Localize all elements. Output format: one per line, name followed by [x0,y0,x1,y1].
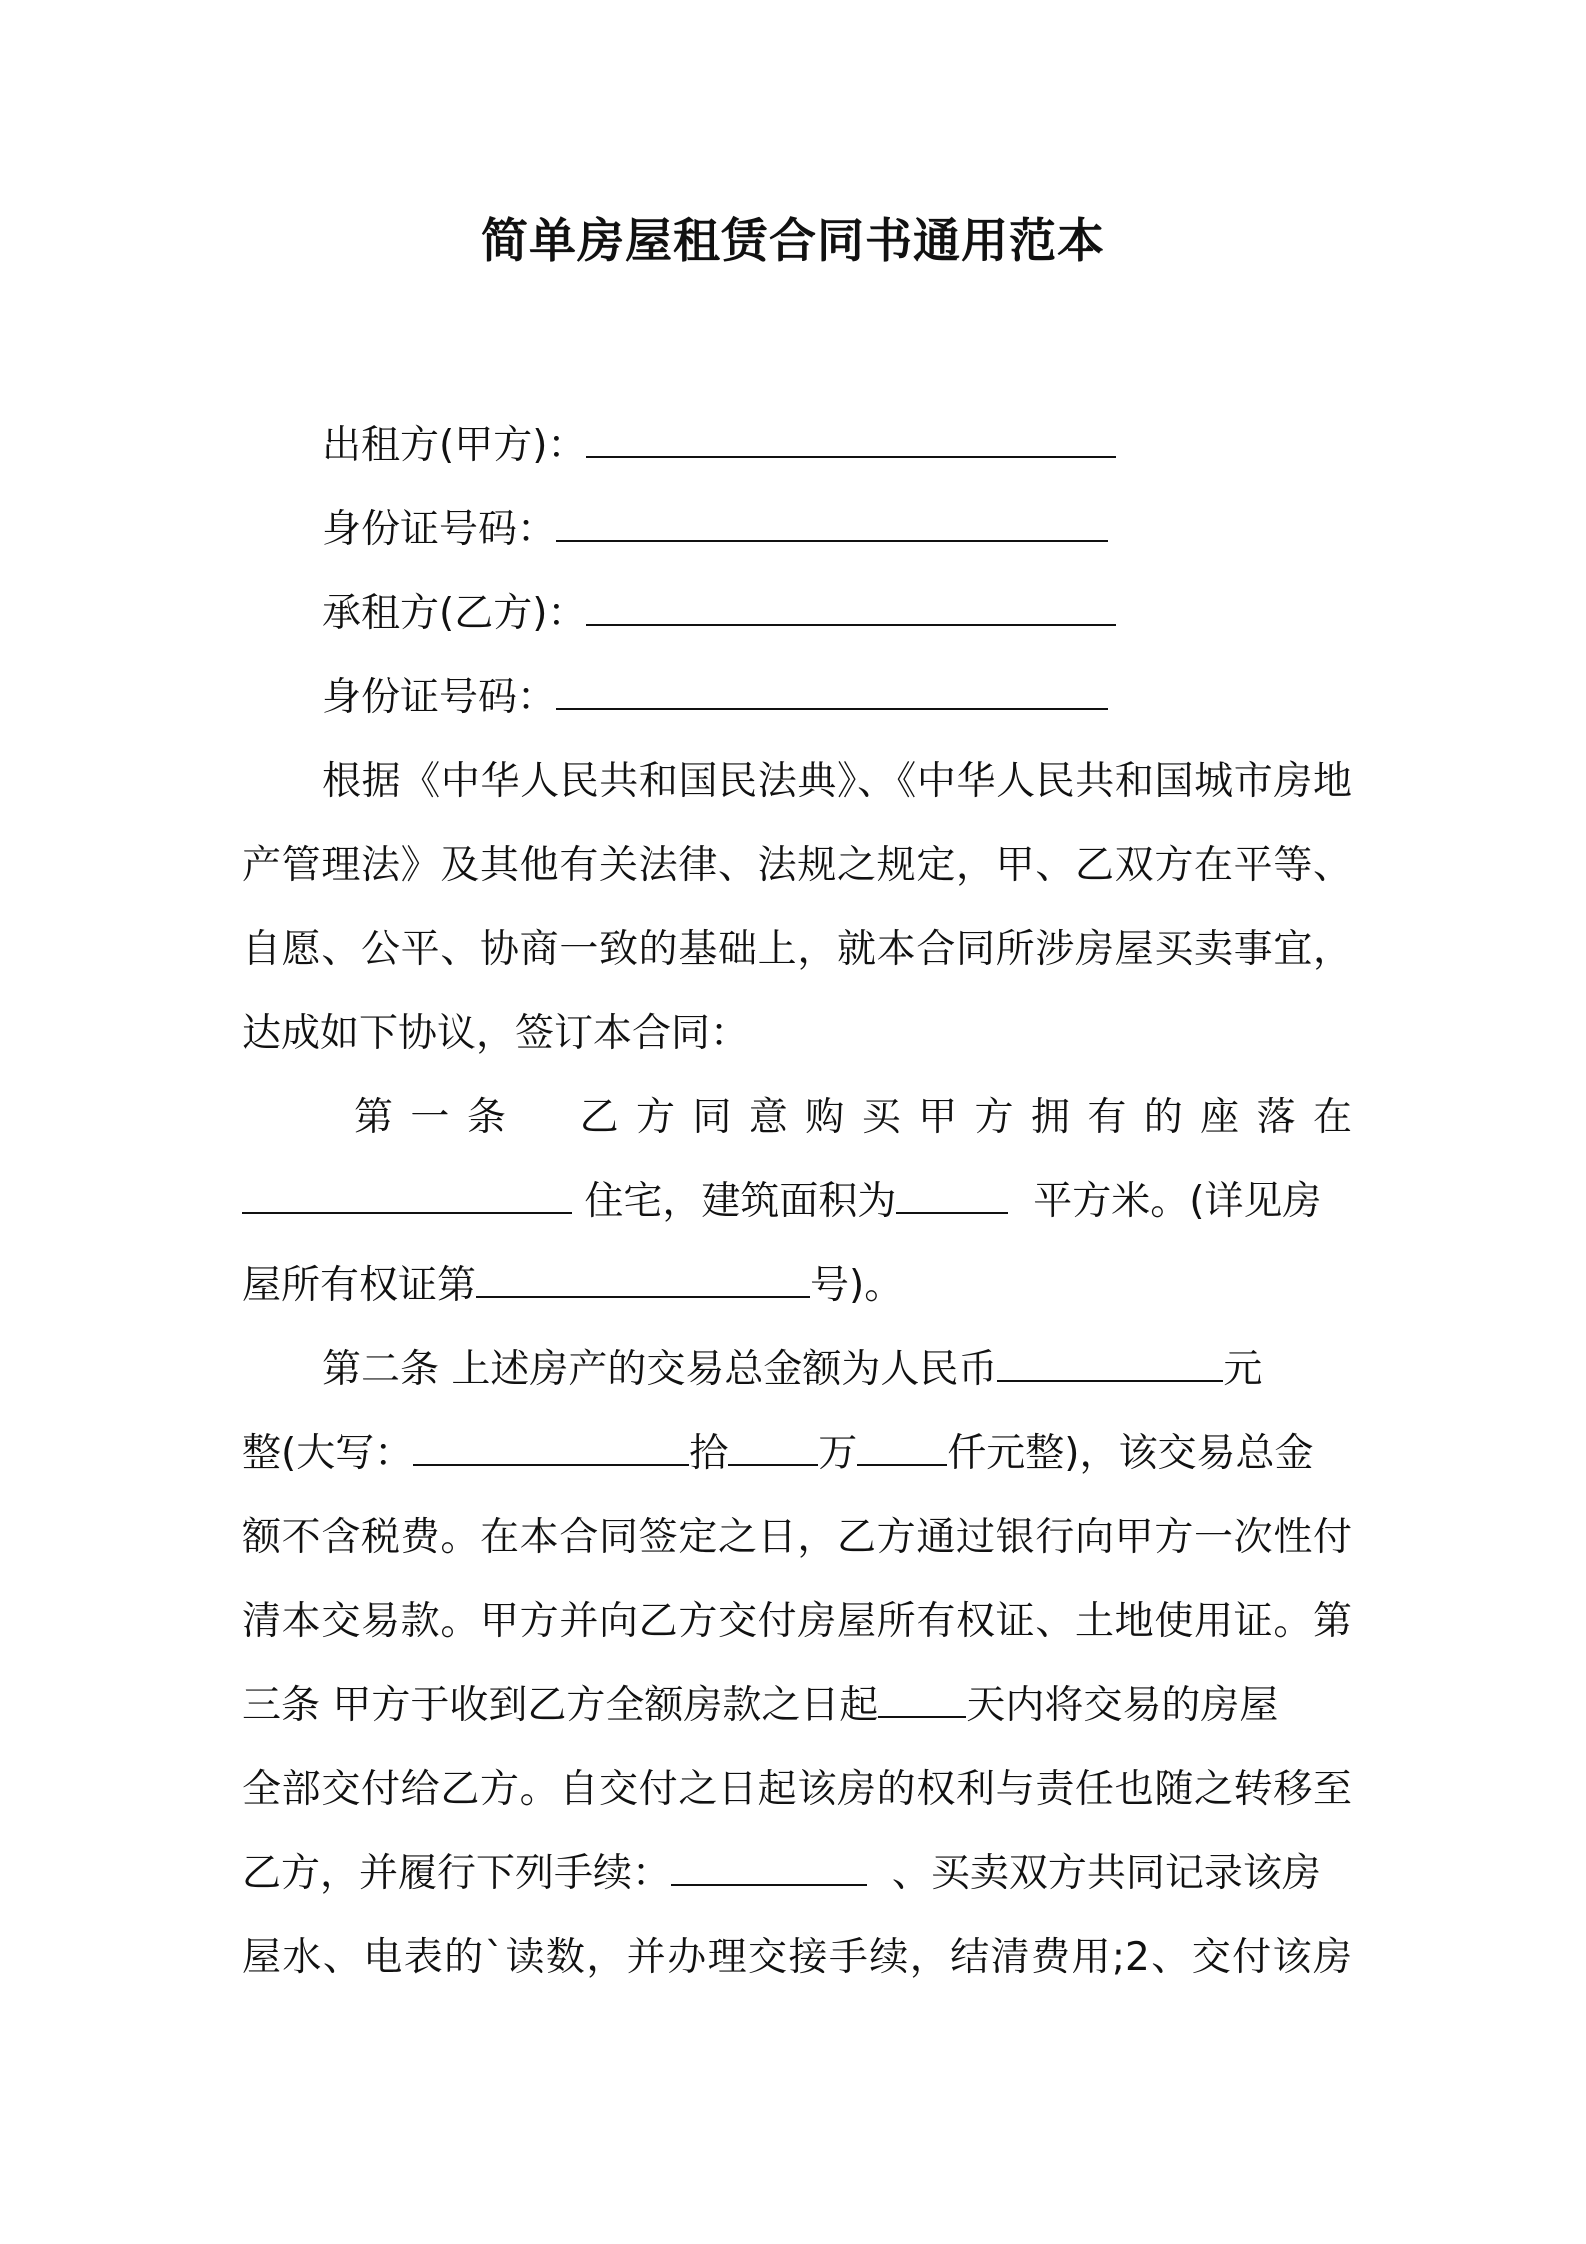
preamble-line-3: 自愿、公平、协商一致的基础上，就本合同所涉房屋买卖事宜， [242,927,1352,972]
article2-line-8: 屋水、电表的`读数，并办理交接手续，结清费用;2、交付该房 [242,1935,1352,1980]
amount-capital-blank[interactable] [413,1434,689,1466]
article2-text-shi: 拾 [689,1431,729,1476]
delivery-days-blank[interactable] [878,1686,966,1718]
building-area-blank[interactable] [896,1182,1008,1214]
article2-text-capital: 整(大写： [242,1431,414,1476]
lessor-line [242,404,1352,488]
preamble-line-1: 根据《中华人民共和国民法典》、《中华人民共和国城市房地 [322,759,1352,804]
article1-text-residence: 住宅，建筑面积为 [584,1179,897,1224]
article2-line-6: 全部交付给乙方。自交付之日起该房的权利与责任也随之转移至 [242,1767,1352,1812]
lessor-id-blank[interactable] [556,510,1108,542]
article2-line-2 [242,1412,1352,1496]
article1-line-2 [242,1160,1352,1244]
lessor-id-line [242,488,1352,572]
procedure-blank[interactable] [671,1854,867,1886]
lessee-id-label: 身份证号码： [322,675,557,720]
article3-text-delivery: 天内将交易的房屋 [966,1683,1279,1728]
lessee-id-blank[interactable] [556,678,1108,710]
lessee-id-line [242,656,1352,740]
article2-line-4: 清本交易款。甲方并向乙方交付房屋所有权证、土地使用证。第 [242,1599,1352,1644]
total-amount-blank[interactable] [997,1350,1223,1382]
lessor-id-label: 身份证号码： [322,507,557,552]
lessee-name-blank[interactable] [586,594,1116,626]
lessor-name-blank[interactable] [586,426,1116,458]
preamble-line-4: 达成如下协议，签订本合同： [242,1011,750,1056]
article1-text-number: 号)。 [810,1263,904,1308]
article2-line-5 [242,1664,1352,1748]
lessee-line [242,572,1352,656]
article2-line-3: 额不含税费。在本合同签定之日，乙方通过银行向甲方一次性付 [242,1515,1352,1560]
article1-text-sqm: 平方米。(详见房 [1033,1179,1322,1224]
amount-qian-blank[interactable] [857,1434,947,1466]
article1-text-certificate: 屋所有权证第 [242,1263,477,1308]
article3-text-receipt: 三条 甲方于收到乙方全额房款之日起 [242,1683,879,1728]
article2-text-qian: 仟元整)，该交易总金 [947,1431,1314,1476]
lessee-label: 承租方(乙方)： [322,591,587,636]
article2-text-yuan: 元 [1223,1347,1263,1392]
document-title: 简单房屋租赁合同书通用范本 [481,214,1105,269]
article3-text-procedures: 乙方，并履行下列手续： [242,1851,672,1896]
amount-wan-blank[interactable] [728,1434,818,1466]
article1-line-1: 第一条 乙方同意购买甲方拥有的座落在 [354,1095,1352,1140]
article2-text-total: 第二条 上述房产的交易总金额为人民币 [322,1347,998,1392]
article2-line-7 [242,1832,1352,1916]
preamble-line-2: 产管理法》及其他有关法律、法规之规定，甲、乙双方在平等、 [242,843,1352,888]
property-location-blank[interactable] [242,1182,572,1214]
article1-line-3 [242,1244,1352,1328]
article2-line-1 [242,1328,1352,1412]
article2-text-wan: 万 [818,1431,858,1476]
lessor-label: 出租方(甲方)： [322,423,587,468]
certificate-number-blank[interactable] [476,1266,810,1298]
article3-text-record: 、买卖双方共同记录该房 [891,1851,1321,1896]
